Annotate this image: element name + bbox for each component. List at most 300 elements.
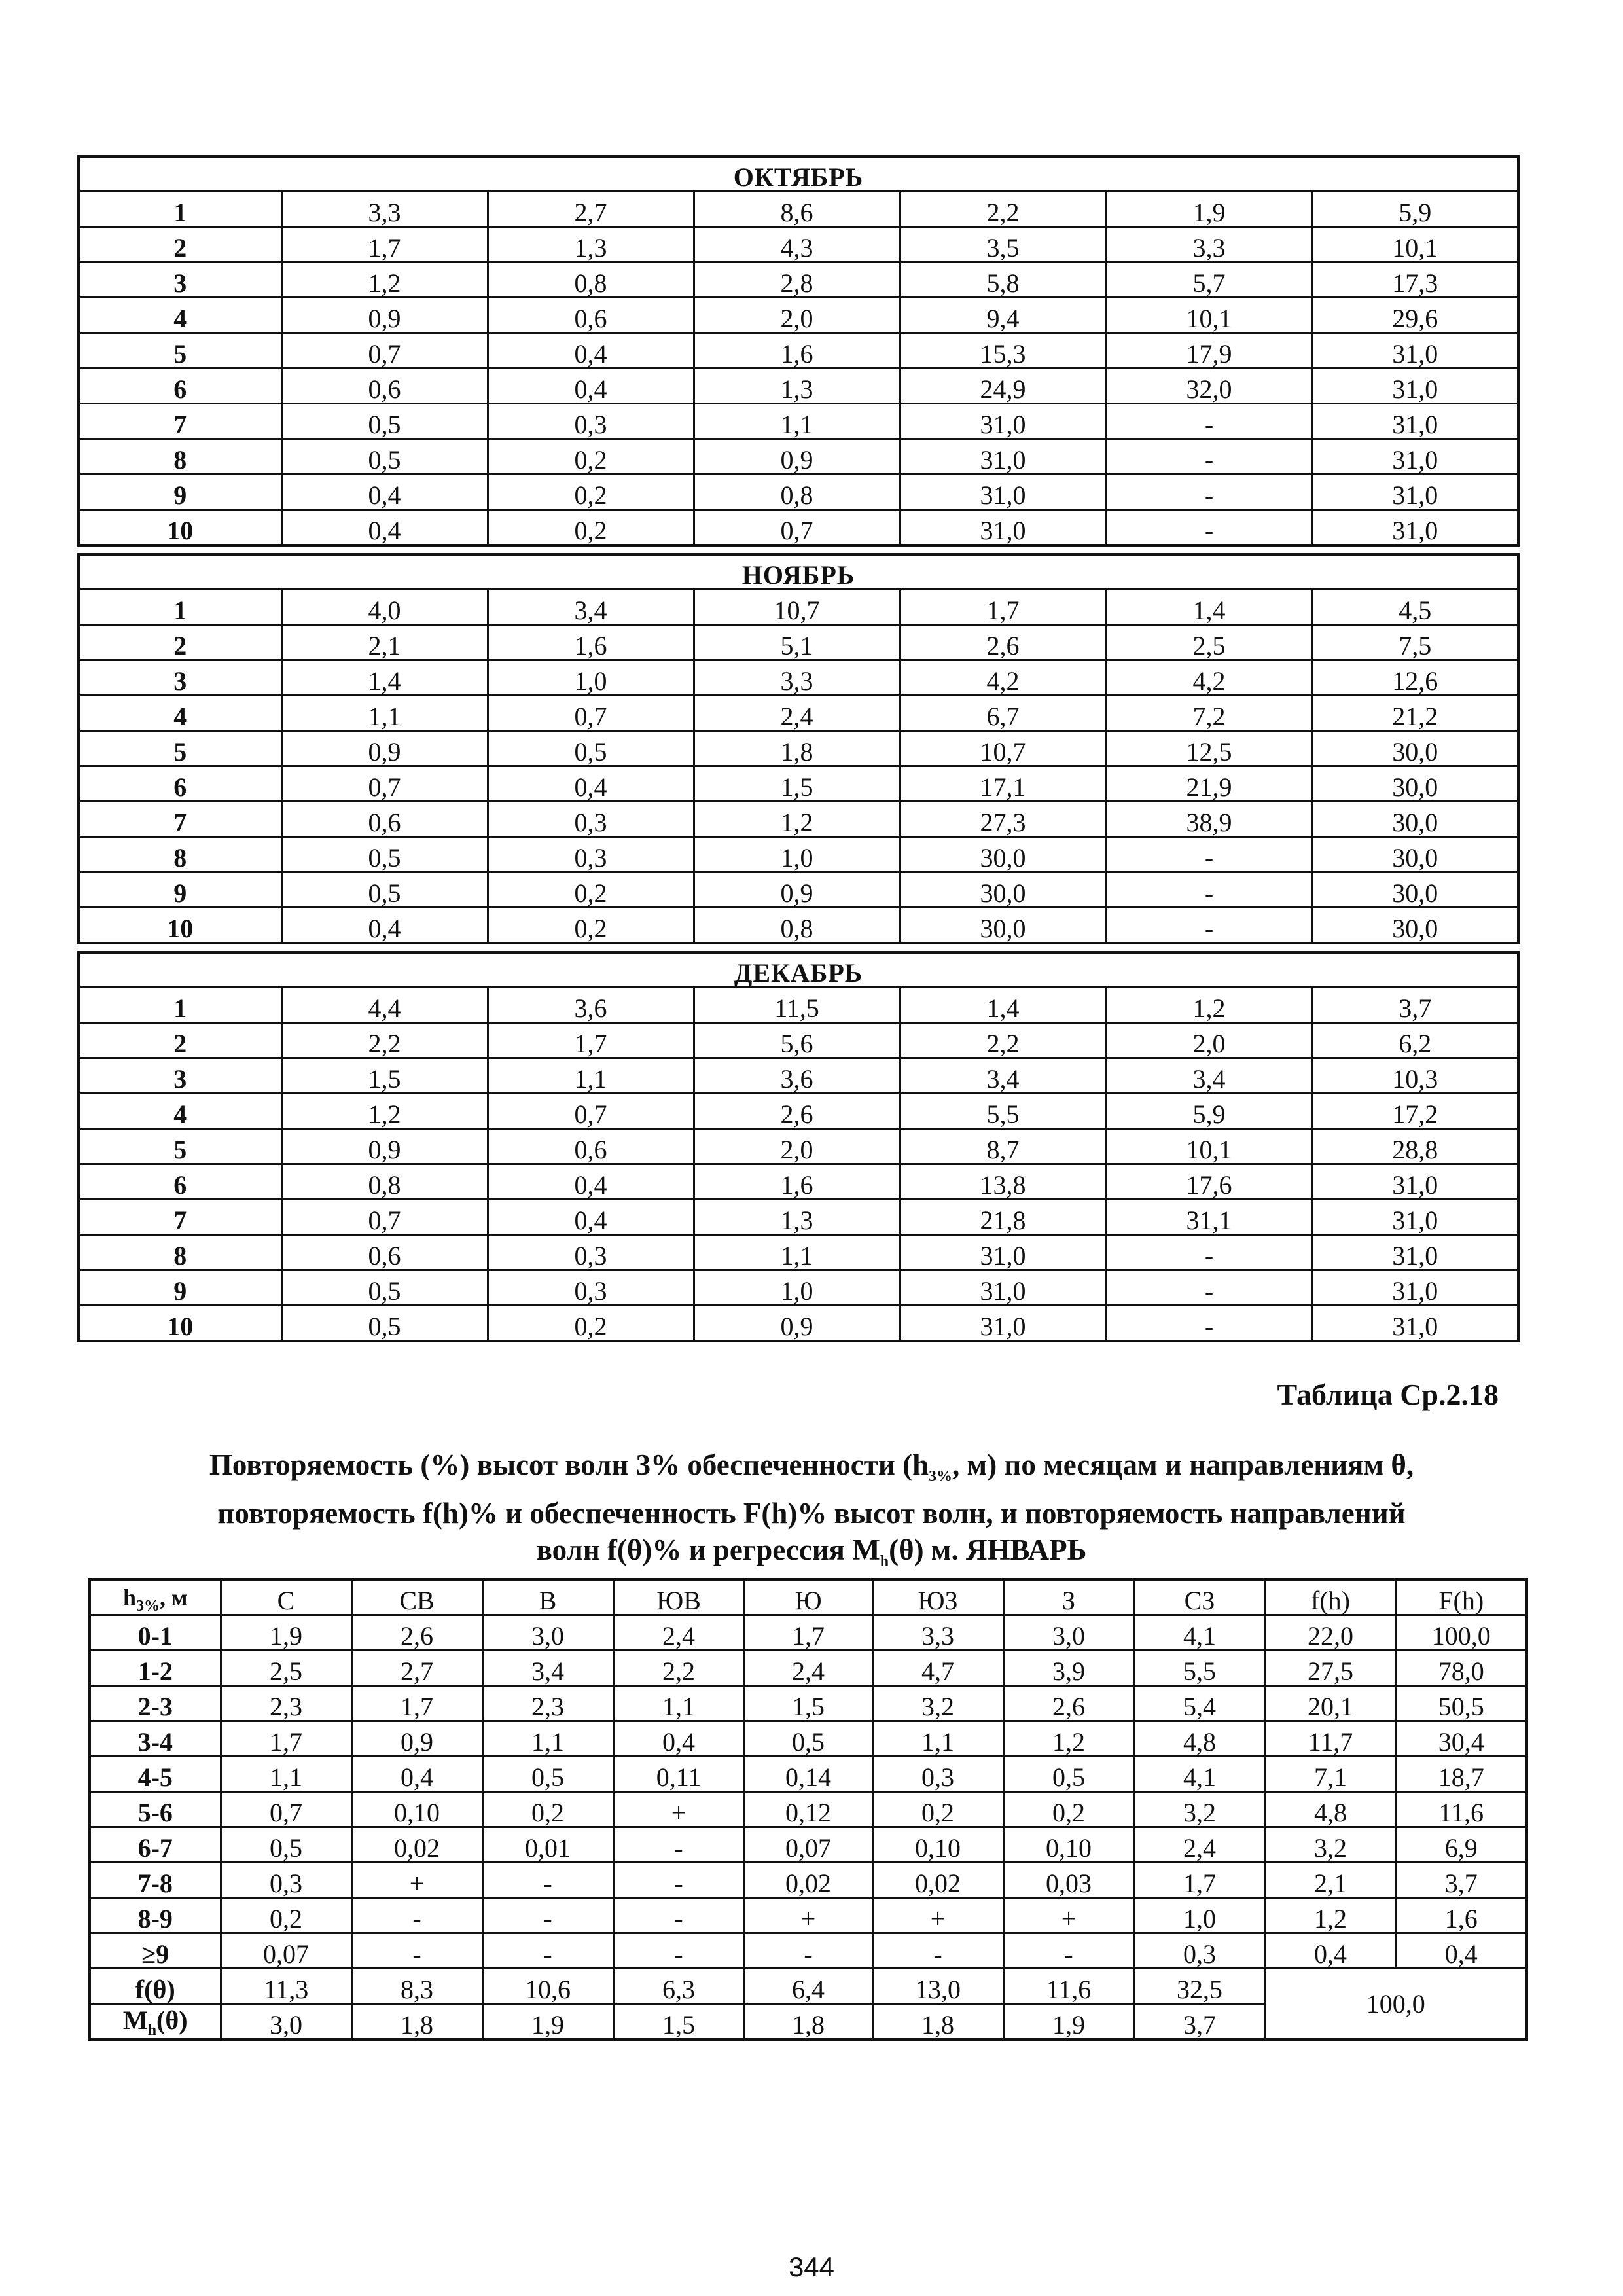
table-cell: 0,7 [694, 510, 900, 546]
table-cell: 21,9 [1106, 766, 1312, 802]
table-cell: 30,0 [900, 872, 1106, 908]
caption-line-2: повторяемость f(h)% и обеспеченность F(h)% высот волн, и повторяемость направлений [217, 1497, 1406, 1530]
table-cell: 5,7 [1106, 262, 1312, 298]
table-cell: 0,4 [281, 510, 488, 546]
row-label: ≥9 [90, 1933, 221, 1969]
caption-subscript: 3% [929, 1468, 953, 1485]
table-cell: 0,12 [744, 1792, 872, 1827]
table-cell: 2,4 [1134, 1827, 1265, 1863]
table-cell: - [351, 1933, 482, 1969]
table-cell: 0,5 [1003, 1757, 1134, 1792]
table-cell: 4,4 [281, 988, 488, 1023]
november-table [77, 553, 1520, 944]
january-table [88, 1578, 1528, 2041]
table-number: Таблица Ср.2.18 [1277, 1378, 1499, 1411]
table-cell: 0,02 [351, 1827, 482, 1863]
row-label: 10 [79, 510, 281, 546]
table-cell: 11,6 [1396, 1792, 1527, 1827]
table-cell: 2,6 [351, 1615, 482, 1651]
caption-text: Повторяемость (%) высот волн 3% обеспеченности (h [209, 1448, 929, 1481]
table-cell: 1,5 [281, 1058, 488, 1094]
table-cell: 30,0 [900, 837, 1106, 872]
table-cell: 4,5 [1312, 590, 1518, 625]
table-cell: 3,3 [1106, 227, 1312, 262]
column-header-height [90, 1579, 221, 1615]
table-cell: 0,03 [1003, 1863, 1134, 1898]
row-label: 6-7 [90, 1827, 221, 1863]
row-label: 4 [79, 696, 281, 731]
table-row [90, 1651, 1527, 1686]
table-cell: 3,7 [1312, 988, 1518, 1023]
table-cell: 3,2 [872, 1686, 1003, 1721]
table-cell: 1,0 [488, 660, 694, 696]
table-cell: 31,0 [1312, 1200, 1518, 1235]
table-row [79, 590, 1518, 625]
table-cell: 8,7 [900, 1129, 1106, 1164]
table-cell: - [482, 1933, 613, 1969]
row-label: 4 [79, 298, 281, 333]
table-row [79, 262, 1518, 298]
table-row [90, 1615, 1527, 1651]
table-cell: 3,4 [900, 1058, 1106, 1094]
table-row [79, 908, 1518, 944]
table-cell: 0,2 [482, 1792, 613, 1827]
month-header-row [79, 156, 1518, 192]
table-cell: 1,7 [221, 1721, 351, 1757]
table-cell: 1,7 [351, 1686, 482, 1721]
row-label: 1 [79, 988, 281, 1023]
table-cell: 4,2 [900, 660, 1106, 696]
row-label: 3 [79, 1058, 281, 1094]
row-label: 1 [79, 192, 281, 227]
table-cell: 15,3 [900, 333, 1106, 368]
row-label: 8 [79, 1235, 281, 1270]
table-row [90, 1792, 1527, 1827]
table-row [79, 837, 1518, 872]
table-cell: 32,0 [1106, 368, 1312, 404]
table-cell: 0,2 [488, 439, 694, 475]
table-cell: 1,9 [1003, 2004, 1134, 2040]
table-cell: 10,6 [482, 1969, 613, 2004]
row-label: 7-8 [90, 1863, 221, 1898]
table-cell: 1,8 [694, 731, 900, 766]
table-cell: 10,3 [1312, 1058, 1518, 1094]
table-cell: 0,3 [488, 404, 694, 439]
table-cell: 0,3 [488, 837, 694, 872]
table-row [79, 368, 1518, 404]
header-row [90, 1579, 1527, 1615]
table-cell: 3,0 [482, 1615, 613, 1651]
table-cell: 0,3 [488, 802, 694, 837]
table-cell: 100,0 [1396, 1615, 1527, 1651]
row-label: 4-5 [90, 1757, 221, 1792]
table-cell: 30,0 [1312, 872, 1518, 908]
table-cell: 0,2 [488, 510, 694, 546]
table-cell: - [1106, 510, 1312, 546]
table-row [79, 192, 1518, 227]
table-cell: 0,07 [744, 1827, 872, 1863]
table-cell: 30,0 [900, 908, 1106, 944]
table-cell: 0,4 [488, 1164, 694, 1200]
table-cell: 1,2 [694, 802, 900, 837]
table-row [79, 404, 1518, 439]
table-cell: 2,5 [221, 1651, 351, 1686]
table-cell: 10,1 [1106, 298, 1312, 333]
table-row [79, 731, 1518, 766]
table-cell: 2,3 [221, 1686, 351, 1721]
table-cell: 0,5 [281, 1270, 488, 1306]
table-cell: 4,3 [694, 227, 900, 262]
table-cell: - [1003, 1933, 1134, 1969]
row-label-text: M [122, 2005, 148, 2035]
table-cell: 0,7 [281, 333, 488, 368]
table-cell: 1,0 [694, 837, 900, 872]
column-header: С [221, 1579, 351, 1615]
row-label: 10 [79, 908, 281, 944]
table-cell: 0,3 [872, 1757, 1003, 1792]
table-cell: 0,4 [613, 1721, 744, 1757]
table-cell: 5,8 [900, 262, 1106, 298]
table-cell: 0,02 [744, 1863, 872, 1898]
table-cell: 2,6 [900, 625, 1106, 660]
table-cell: 6,4 [744, 1969, 872, 2004]
column-header: ЮВ [613, 1579, 744, 1615]
table-cell: - [872, 1933, 1003, 1969]
table-row [90, 1863, 1527, 1898]
column-header: СВ [351, 1579, 482, 1615]
table-cell: 0,4 [351, 1757, 482, 1792]
table-cell: 31,0 [900, 1270, 1106, 1306]
table-cell: 31,1 [1106, 1200, 1312, 1235]
table-cell: 0,8 [694, 908, 900, 944]
table-cell: 0,9 [351, 1721, 482, 1757]
row-label: 3 [79, 660, 281, 696]
table-cell: 0,5 [488, 731, 694, 766]
table-cell: 0,5 [482, 1757, 613, 1792]
table-row [79, 1023, 1518, 1058]
table-cell: + [872, 1898, 1003, 1933]
table-cell: - [1106, 1306, 1312, 1342]
table-cell: 0,4 [488, 766, 694, 802]
table-cell: + [351, 1863, 482, 1898]
table-cell: 0,5 [281, 837, 488, 872]
table-cell: 0,8 [694, 475, 900, 510]
row-label: 5 [79, 333, 281, 368]
table-cell: 0,14 [744, 1757, 872, 1792]
table-cell: 31,0 [900, 475, 1106, 510]
table-cell: - [482, 1863, 613, 1898]
row-label: 6 [79, 1164, 281, 1200]
row-label: 9 [79, 1270, 281, 1306]
table-cell: 0,5 [281, 872, 488, 908]
table-cell: 5,5 [1134, 1651, 1265, 1686]
table-cell: 5,5 [900, 1094, 1106, 1129]
table-row [79, 1129, 1518, 1164]
table-cell: 12,5 [1106, 731, 1312, 766]
table-cell: 18,7 [1396, 1757, 1527, 1792]
table-cell: 1,2 [1106, 988, 1312, 1023]
table-cell: 0,2 [488, 1306, 694, 1342]
table-cell: 21,2 [1312, 696, 1518, 731]
table-cell: 11,7 [1265, 1721, 1396, 1757]
table-cell: 0,4 [488, 1200, 694, 1235]
table-cell: 3,6 [694, 1058, 900, 1094]
table-cell: 0,6 [488, 1129, 694, 1164]
table-cell: 1,9 [482, 2004, 613, 2040]
table-cell: 31,0 [900, 404, 1106, 439]
column-header: СЗ [1134, 1579, 1265, 1615]
row-label: 0-1 [90, 1615, 221, 1651]
row-label: 8 [79, 837, 281, 872]
table-cell: 6,2 [1312, 1023, 1518, 1058]
table-cell: - [351, 1898, 482, 1933]
table-row [79, 766, 1518, 802]
month-header-row [79, 554, 1518, 590]
table-cell: 2,6 [1003, 1686, 1134, 1721]
table-cell: 2,4 [613, 1615, 744, 1651]
row-label: 1-2 [90, 1651, 221, 1686]
table-cell: 1,2 [281, 1094, 488, 1129]
table-cell: 0,07 [221, 1933, 351, 1969]
table-row [79, 475, 1518, 510]
table-row [79, 1164, 1518, 1200]
table-cell: 1,6 [694, 1164, 900, 1200]
table-row [79, 1270, 1518, 1306]
table-cell: 4,7 [872, 1651, 1003, 1686]
table-cell: 2,4 [694, 696, 900, 731]
row-label: 3-4 [90, 1721, 221, 1757]
table-cell: + [744, 1898, 872, 1933]
table-cell: 3,3 [694, 660, 900, 696]
month-title: НОЯБРЬ [79, 554, 1518, 590]
table-cell: 0,2 [488, 475, 694, 510]
table-cell: 5,4 [1134, 1686, 1265, 1721]
table-cell: 2,1 [1265, 1863, 1396, 1898]
table-cell: 30,0 [1312, 908, 1518, 944]
table-cell: 0,10 [1003, 1827, 1134, 1863]
table-cell: 0,2 [221, 1898, 351, 1933]
table-cell: 3,6 [488, 988, 694, 1023]
table-cell: 1,9 [221, 1615, 351, 1651]
table-cell: 1,0 [694, 1270, 900, 1306]
table-cell: 1,0 [1134, 1898, 1265, 1933]
row-label: 2 [79, 625, 281, 660]
table-row [79, 696, 1518, 731]
caption-line-3 [98, 1532, 1525, 1580]
table-row [90, 1933, 1527, 1969]
table-cell: 12,6 [1312, 660, 1518, 696]
table-cell: 31,0 [1312, 404, 1518, 439]
table-cell: 0,9 [694, 1306, 900, 1342]
table-cell: 24,9 [900, 368, 1106, 404]
table-cell: 2,2 [900, 192, 1106, 227]
table-cell: 2,0 [1106, 1023, 1312, 1058]
table-row [79, 1200, 1518, 1235]
table-cell: 4,8 [1134, 1721, 1265, 1757]
table-cell: 1,1 [694, 1235, 900, 1270]
table-cell: 0,5 [281, 1306, 488, 1342]
table-cell: 1,1 [872, 1721, 1003, 1757]
table-cell: 1,5 [694, 766, 900, 802]
table-cell: - [613, 1933, 744, 1969]
table-cell: 10,7 [694, 590, 900, 625]
table-row [79, 1058, 1518, 1094]
table-cell: 0,8 [281, 1164, 488, 1200]
table-cell: 1,7 [744, 1615, 872, 1651]
table-cell: 2,6 [694, 1094, 900, 1129]
table-cell: 31,0 [1312, 1306, 1518, 1342]
table-cell: 31,0 [900, 510, 1106, 546]
table-cell: 31,0 [1312, 368, 1518, 404]
table-cell: - [1106, 404, 1312, 439]
row-label: 6 [79, 368, 281, 404]
table-cell: 0,2 [1003, 1792, 1134, 1827]
table-cell: 1,8 [872, 2004, 1003, 2040]
table-cell: 0,4 [1265, 1933, 1396, 1969]
table-cell: 1,3 [488, 227, 694, 262]
table-cell: 31,0 [1312, 510, 1518, 546]
table-cell: - [1106, 1235, 1312, 1270]
row-label: 9 [79, 872, 281, 908]
table-cell: 22,0 [1265, 1615, 1396, 1651]
december-table [77, 951, 1520, 1342]
table-cell: - [1106, 837, 1312, 872]
table-cell: 13,8 [900, 1164, 1106, 1200]
table-cell: 0,2 [872, 1792, 1003, 1827]
table-cell: 11,3 [221, 1969, 351, 2004]
table-cell: 0,9 [694, 439, 900, 475]
table-cell: 3,2 [1134, 1792, 1265, 1827]
row-label: 5 [79, 1129, 281, 1164]
table-cell: 31,0 [900, 1235, 1106, 1270]
row-label-text: (θ) [156, 2005, 188, 2035]
table-cell: 1,5 [744, 1686, 872, 1721]
table-cell: 0,4 [488, 368, 694, 404]
table-cell: 0,6 [281, 802, 488, 837]
column-header: Ю [744, 1579, 872, 1615]
table-row [90, 1827, 1527, 1863]
table-cell: 1,8 [351, 2004, 482, 2040]
page-number: 344 [788, 2251, 835, 2282]
table-cell: 5,9 [1106, 1094, 1312, 1129]
table-cell: 17,1 [900, 766, 1106, 802]
row-label: 7 [79, 802, 281, 837]
column-header: ЮЗ [872, 1579, 1003, 1615]
table-cell: 1,5 [613, 2004, 744, 2040]
table-cell: 7,5 [1312, 625, 1518, 660]
caption-line-1 [98, 1446, 1525, 1495]
table-caption [98, 1446, 1525, 1580]
table-row [79, 872, 1518, 908]
table-cell: 30,0 [1312, 731, 1518, 766]
table-cell: 9,4 [900, 298, 1106, 333]
header-text: h [122, 1584, 136, 1611]
table-cell: 31,0 [1312, 1164, 1518, 1200]
caption-text: (θ) м. ЯНВАРЬ [889, 1534, 1087, 1566]
table-cell: 0,4 [281, 475, 488, 510]
table-cell: 1,4 [1106, 590, 1312, 625]
table-cell: 10,7 [900, 731, 1106, 766]
table-cell: 1,4 [900, 988, 1106, 1023]
table-cell: - [613, 1863, 744, 1898]
table-cell: 28,8 [1312, 1129, 1518, 1164]
month-title: ДЕКАБРЬ [79, 952, 1518, 988]
table-cell: 0,7 [281, 766, 488, 802]
column-header: f(h) [1265, 1579, 1396, 1615]
table-row [79, 227, 1518, 262]
table-cell: 0,9 [281, 1129, 488, 1164]
table-cell: 11,6 [1003, 1969, 1134, 2004]
table-cell: 4,2 [1106, 660, 1312, 696]
table-cell: - [1106, 908, 1312, 944]
table-cell: 1,6 [1396, 1898, 1527, 1933]
table-cell: 3,4 [488, 590, 694, 625]
table-cell: 0,01 [482, 1827, 613, 1863]
table-cell: 17,6 [1106, 1164, 1312, 1200]
table-cell: 5,9 [1312, 192, 1518, 227]
table-row [79, 625, 1518, 660]
october-table [77, 155, 1520, 547]
table-cell: 10,1 [1312, 227, 1518, 262]
table-cell: 1,2 [281, 262, 488, 298]
row-label: f(θ) [90, 1969, 221, 2004]
row-label: 8 [79, 439, 281, 475]
table-cell: 0,9 [281, 731, 488, 766]
table-cell: 2,1 [281, 625, 488, 660]
column-header: З [1003, 1579, 1134, 1615]
table-cell: 3,5 [900, 227, 1106, 262]
table-cell: 31,0 [1312, 1270, 1518, 1306]
table-row [79, 1094, 1518, 1129]
table-cell: 27,3 [900, 802, 1106, 837]
table-cell: 3,7 [1134, 2004, 1265, 2040]
table-cell: 2,0 [694, 298, 900, 333]
table-cell: 2,0 [694, 1129, 900, 1164]
table-row [79, 660, 1518, 696]
table-cell: 3,0 [221, 2004, 351, 2040]
table-row [90, 1686, 1527, 1721]
table-cell: - [1106, 872, 1312, 908]
table-row [79, 510, 1518, 546]
table-cell: 1,1 [281, 696, 488, 731]
row-label: 2 [79, 1023, 281, 1058]
column-header: F(h) [1396, 1579, 1527, 1615]
table-cell: 11,5 [694, 988, 900, 1023]
row-label: 7 [79, 1200, 281, 1235]
table-cell: 0,6 [281, 368, 488, 404]
table-cell: 0,10 [872, 1827, 1003, 1863]
table-cell: 29,6 [1312, 298, 1518, 333]
table-cell: 31,0 [1312, 333, 1518, 368]
table-cell: 17,3 [1312, 262, 1518, 298]
table-cell: 50,5 [1396, 1686, 1527, 1721]
table-cell: 8,3 [351, 1969, 482, 2004]
table-cell: 31,0 [900, 439, 1106, 475]
header-text: , м [160, 1584, 188, 1611]
table-cell: 3,4 [482, 1651, 613, 1686]
table-cell: 7,1 [1265, 1757, 1396, 1792]
table-cell: 17,2 [1312, 1094, 1518, 1129]
table-cell: 0,6 [281, 1235, 488, 1270]
table-cell: 3,4 [1106, 1058, 1312, 1094]
table-cell: 0,4 [281, 908, 488, 944]
header-subscript: 3% [136, 1598, 160, 1615]
table-cell: 31,0 [900, 1306, 1106, 1342]
table-row [90, 1721, 1527, 1757]
table-cell: 2,8 [694, 262, 900, 298]
table-cell: 3,2 [1265, 1827, 1396, 1863]
table-cell: 0,5 [221, 1827, 351, 1863]
